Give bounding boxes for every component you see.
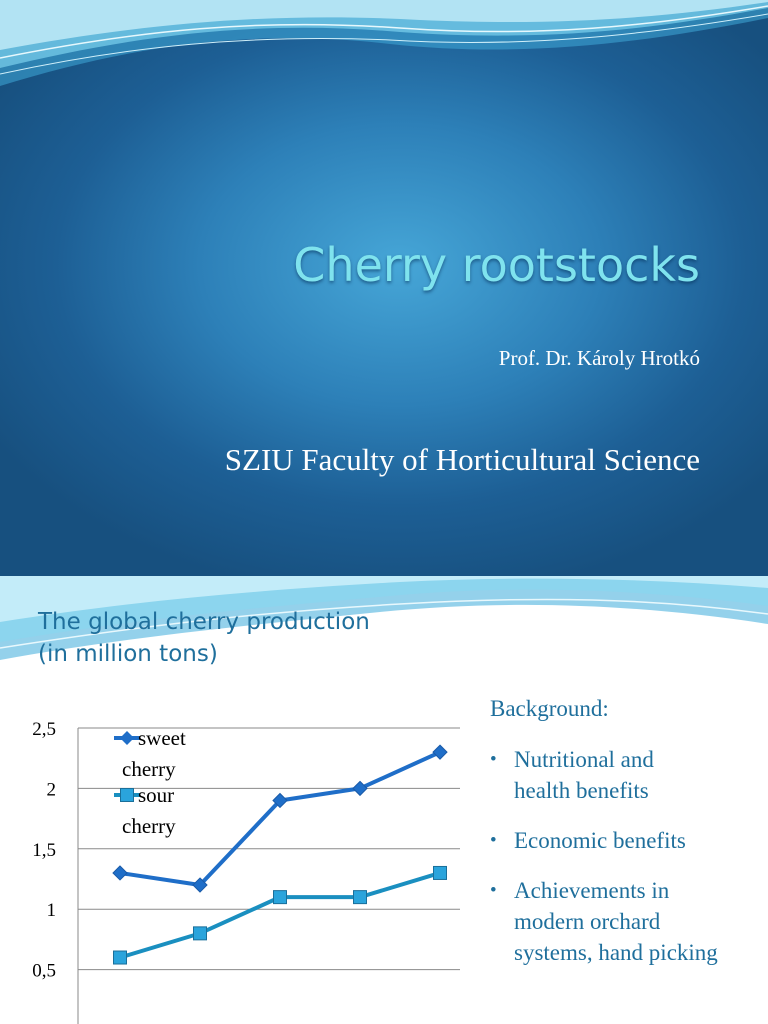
title-line-2: (in million tons): [38, 641, 218, 667]
data-point-sour: [114, 951, 127, 964]
bullet-icon: •: [490, 830, 497, 851]
background-heading: Background:: [490, 696, 609, 721]
list-item: [490, 744, 768, 806]
slide-title: Cherry rootstocks: [293, 238, 700, 292]
legend-label: cherry: [122, 814, 176, 838]
legend-label: cherry: [122, 757, 176, 781]
legend-label: sweet: [138, 726, 186, 750]
y-tick-label: 2,5: [32, 719, 56, 740]
list-item: [490, 875, 768, 968]
faculty-name: SZIU Faculty of Horticultural Science: [224, 442, 700, 477]
content-slide: [0, 576, 768, 1024]
bullet-icon: •: [490, 880, 497, 901]
chart-slide-title: [38, 606, 438, 670]
y-tick-label: 1,5: [32, 839, 56, 861]
wave-decoration: [0, 0, 768, 110]
bullet-text: modern orchard: [514, 909, 661, 934]
bullet-text: health benefits: [514, 778, 649, 803]
y-tick-label: 1: [46, 900, 56, 922]
benefit-list: [490, 744, 768, 968]
y-tick-label: 2: [46, 779, 56, 801]
data-point-sweet: [433, 745, 447, 759]
bullet-text: Economic benefits: [514, 828, 686, 853]
bullet-icon: •: [490, 749, 497, 770]
data-point-sour: [434, 866, 447, 879]
bullet-text: systems, hand picking: [514, 940, 718, 965]
data-point-sweet: [113, 866, 127, 880]
background-panel: [490, 694, 768, 987]
data-point-sweet: [353, 781, 367, 795]
series-line-sour: [120, 873, 440, 958]
bullet-text: Nutritional and: [514, 747, 654, 772]
title-line-1: The global cherry production: [38, 609, 370, 635]
data-point-sour: [194, 927, 207, 940]
legend-marker-sweet: [120, 731, 134, 745]
author-name: Prof. Dr. Károly Hrotkó: [498, 346, 700, 370]
y-tick-label: 0,5: [32, 960, 56, 982]
bullet-text: Achievements in: [514, 878, 670, 903]
legend-label: sour: [138, 783, 175, 807]
data-point-sour: [354, 891, 367, 904]
list-item: [490, 825, 768, 856]
data-point-sour: [274, 891, 287, 904]
production-line-chart: [0, 711, 460, 1024]
legend-marker-sour: [121, 789, 134, 802]
